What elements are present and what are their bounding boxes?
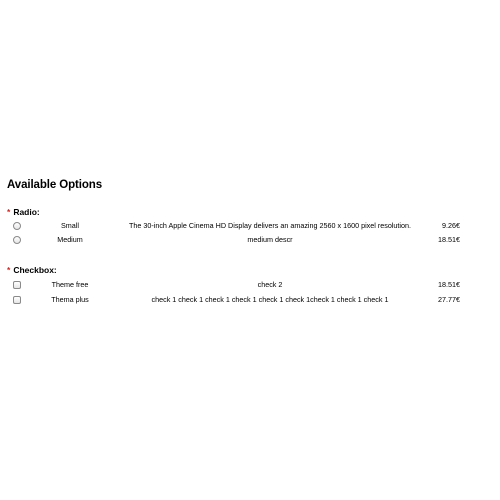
section-title: Available Options — [7, 179, 103, 191]
option-price: 9.26€ — [442, 221, 460, 230]
radio-group-label — [7, 207, 40, 217]
checkbox-option-theme-free[interactable] — [0, 279, 500, 295]
option-name: Medium — [57, 235, 83, 244]
radio-button[interactable] — [13, 222, 21, 230]
option-price: 27.77€ — [438, 295, 460, 304]
checkbox-group-label — [7, 265, 57, 275]
option-description: The 30-inch Apple Cinema HD Display delivers an amazing 2560 x 1600 pixel resolution. — [128, 221, 412, 230]
checkbox-option-thema-plus[interactable] — [0, 294, 500, 310]
radio-button[interactable] — [13, 236, 21, 244]
checkbox[interactable] — [13, 296, 21, 304]
checkbox[interactable] — [13, 281, 21, 289]
option-price: 18.51€ — [438, 280, 460, 289]
option-description: check 1 check 1 check 1 check 1 check 1 check 1check 1 check 1 check 1 — [151, 295, 389, 304]
required-marker: * — [7, 207, 11, 217]
option-description: check 2 — [257, 280, 283, 289]
option-name: Small — [61, 221, 79, 230]
radio-option-medium[interactable] — [0, 234, 500, 250]
required-marker: * — [7, 265, 11, 275]
radio-group-label-text: Radio: — [13, 207, 40, 217]
checkbox-group-label-text: Checkbox: — [13, 265, 57, 275]
option-name: Theme free — [51, 280, 89, 289]
option-price: 18.51€ — [438, 235, 460, 244]
option-name: Thema plus — [51, 295, 89, 304]
option-description: medium descr — [247, 235, 293, 244]
